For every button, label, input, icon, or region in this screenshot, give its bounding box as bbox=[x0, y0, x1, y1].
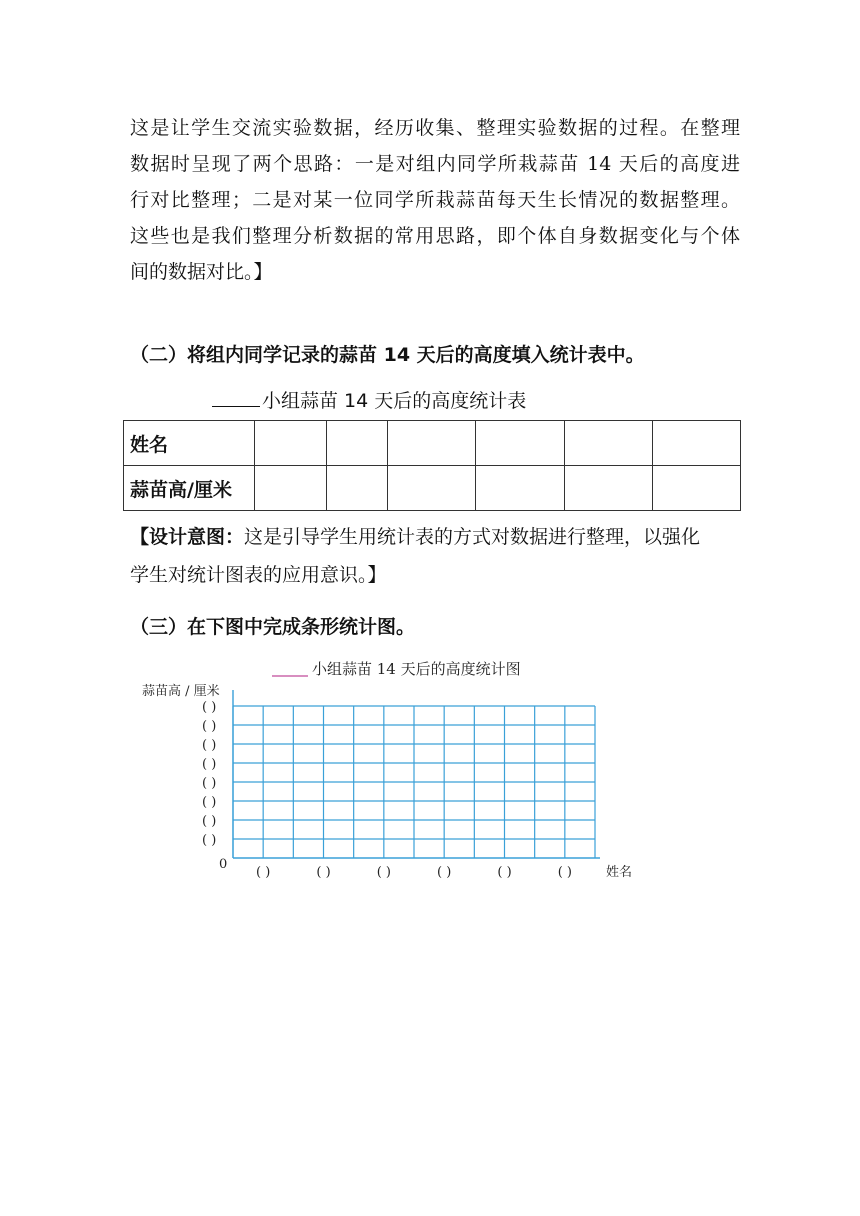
table-title bbox=[212, 386, 526, 413]
design-note bbox=[130, 518, 742, 594]
design-note-label: 【设计意图： bbox=[130, 526, 245, 548]
y-tick-label: ( ) bbox=[202, 700, 217, 715]
table-cell[interactable] bbox=[476, 421, 565, 466]
table-cell[interactable] bbox=[653, 421, 741, 466]
table-cell[interactable] bbox=[565, 466, 653, 511]
chart-grid bbox=[233, 690, 600, 858]
table-cell[interactable] bbox=[255, 421, 327, 466]
section2-heading: （二）将组内同学记录的蒜苗 14 天后的高度填入统计表中。 bbox=[130, 344, 645, 366]
design-note-text: 学生对统计图表的应用意识。】 bbox=[130, 564, 387, 586]
intro-line: 行对比整理；二是对某一位同学所栽蒜苗每天生长情况的数据整理。 bbox=[130, 189, 740, 211]
table-cell[interactable] bbox=[565, 421, 653, 466]
y-tick-label: ( ) bbox=[202, 814, 217, 829]
x-tick-label: ( ) bbox=[557, 865, 572, 880]
table-cell[interactable] bbox=[388, 421, 476, 466]
height-stat-table bbox=[123, 420, 741, 511]
origin-label: 0 bbox=[219, 857, 228, 872]
table-cell[interactable] bbox=[476, 466, 565, 511]
bar-chart bbox=[120, 650, 660, 890]
y-tick-label: ( ) bbox=[202, 833, 217, 848]
row-label-height: 蒜苗高/厘米 bbox=[124, 466, 255, 511]
y-tick-labels bbox=[202, 700, 216, 848]
table-cell[interactable] bbox=[653, 466, 741, 511]
x-axis-label: 姓名 bbox=[606, 865, 633, 880]
x-tick-label: ( ) bbox=[316, 865, 331, 880]
x-tick-label: ( ) bbox=[256, 865, 271, 880]
x-tick-label: ( ) bbox=[497, 865, 512, 880]
title-blank bbox=[212, 406, 260, 407]
y-tick-label: ( ) bbox=[202, 719, 217, 734]
section3-heading: （三）在下图中完成条形统计图。 bbox=[130, 616, 416, 638]
table-cell[interactable] bbox=[388, 466, 476, 511]
x-tick-labels bbox=[256, 865, 572, 880]
chart-title: 小组蒜苗 14 天后的高度统计图 bbox=[312, 660, 521, 678]
table-title-text: 小组蒜苗 14 天后的高度统计表 bbox=[262, 390, 527, 412]
intro-paragraph bbox=[130, 110, 740, 290]
table-row bbox=[124, 466, 741, 511]
y-tick-label: ( ) bbox=[202, 738, 217, 753]
x-tick-label: ( ) bbox=[437, 865, 452, 880]
table-row bbox=[124, 421, 741, 466]
y-axis-label: 蒜苗高 / 厘米 bbox=[142, 684, 220, 699]
y-tick-label: ( ) bbox=[202, 776, 217, 791]
table-cell[interactable] bbox=[255, 466, 327, 511]
intro-line: 这些也是我们整理分析数据的常用思路，即个体自身数据变化与个体 bbox=[130, 225, 740, 247]
intro-line: 间的数据对比。】 bbox=[130, 261, 273, 283]
design-note-text: 这是引导学生用统计表的方式对数据进行整理，以强化 bbox=[244, 526, 701, 548]
y-tick-label: ( ) bbox=[202, 757, 217, 772]
row-label-name: 姓名 bbox=[124, 421, 255, 466]
table-cell[interactable] bbox=[327, 421, 388, 466]
intro-line: 数据时呈现了两个思路：一是对组内同学所栽蒜苗 14 天后的高度进 bbox=[130, 153, 740, 175]
intro-line: 这是让学生交流实验数据，经历收集、整理实验数据的过程。在整理 bbox=[130, 117, 740, 139]
y-tick-label: ( ) bbox=[202, 795, 217, 810]
x-tick-label: ( ) bbox=[376, 865, 391, 880]
table-cell[interactable] bbox=[327, 466, 388, 511]
